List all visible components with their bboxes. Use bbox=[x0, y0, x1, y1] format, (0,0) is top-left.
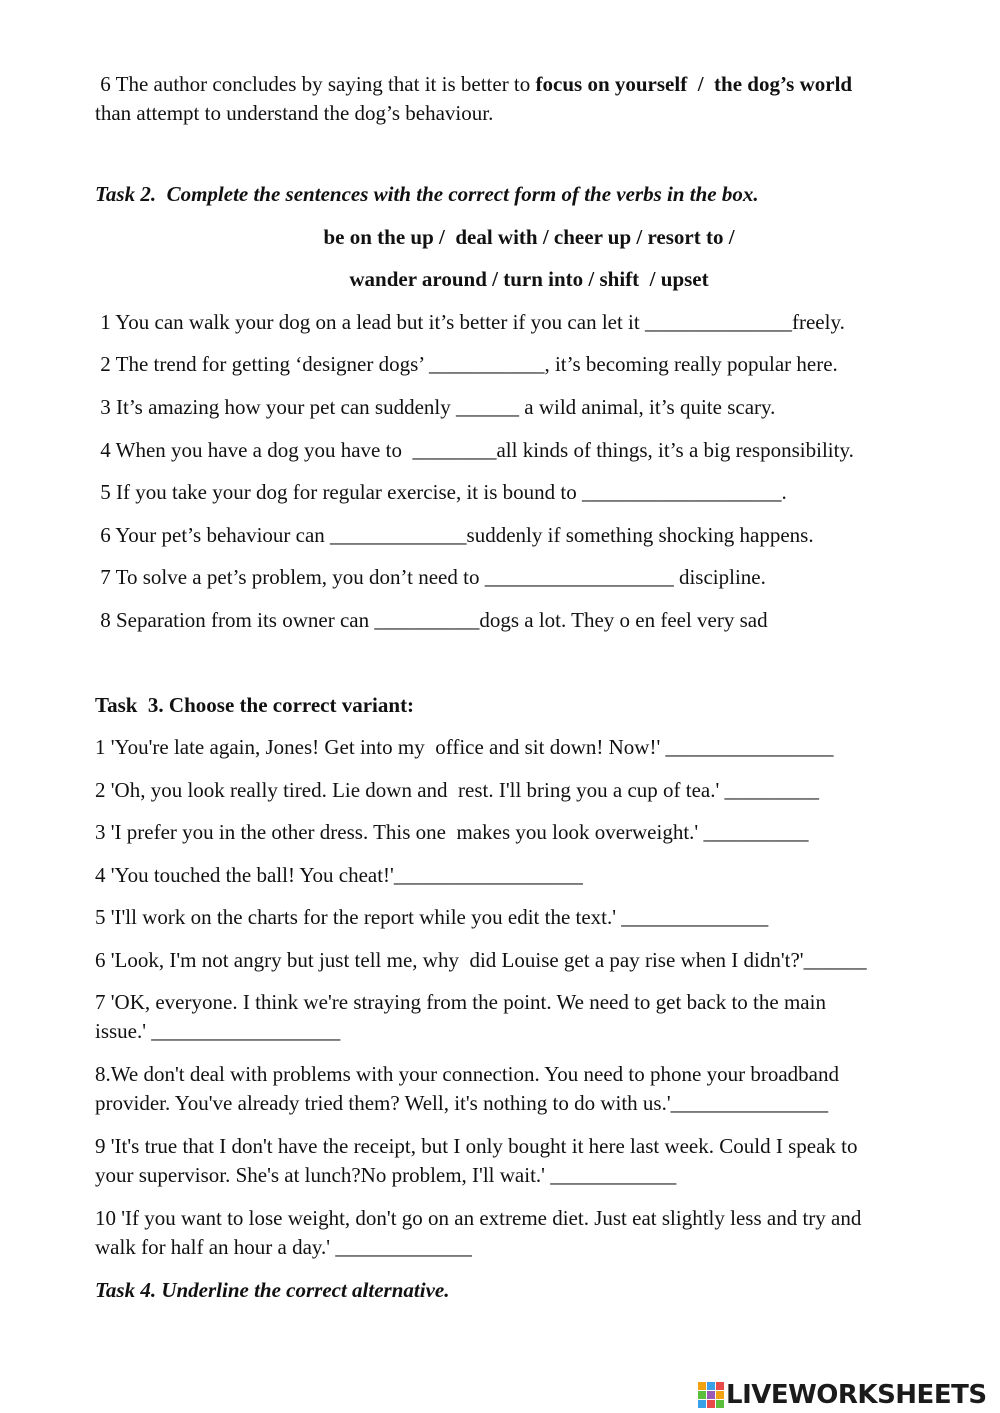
task2-item-3: 3 It’s amazing how your pet can suddenly ______ a wild animal, it’s quite scary. bbox=[95, 395, 776, 419]
liveworksheets-logo-icon bbox=[698, 1382, 724, 1408]
task3-item-9-line2: your supervisor. She's at lunch?No problem, I'll wait.' ____________ bbox=[95, 1163, 677, 1187]
task2-item-1: 1 You can walk your dog on a lead but it’s better if you can let it ______________freely. bbox=[95, 310, 845, 334]
task2-title: Task 2. Complete the sentences with the correct form of the verbs in the box. bbox=[95, 182, 759, 206]
task3-item-8-line1: 8.We don't deal with problems with your connection. You need to phone your broadband bbox=[95, 1062, 839, 1086]
task2-item-8: 8 Separation from its owner can __________dogs a lot. They o en feel very sad bbox=[95, 608, 768, 632]
intro-q6-text: 6 The author concludes by saying that it is better to bbox=[95, 72, 536, 96]
intro-q6-line1 bbox=[95, 70, 852, 99]
task3-item-10-line2: walk for half an hour a day.' _____________ bbox=[95, 1235, 472, 1259]
task3-item-7-line2: issue.' __________________ bbox=[95, 1019, 341, 1043]
task3-item-6: 6 'Look, I'm not angry but just tell me, why did Louise get a pay rise when I didn't?'______ bbox=[95, 948, 867, 972]
task2-item-5: 5 If you take your dog for regular exercise, it is bound to ___________________. bbox=[95, 480, 787, 504]
task3-item-4: 4 'You touched the ball! You cheat!'__________________ bbox=[95, 863, 583, 887]
task3-item-10-line1: 10 'If you want to lose weight, don't go on an extreme diet. Just eat slightly less and try and bbox=[95, 1206, 862, 1230]
task2-word-box-line2: wander around / turn into / shift / upset bbox=[349, 267, 709, 291]
task3-item-9-line1: 9 'It's true that I don't have the receipt, but I only bought it here last week. Could I speak to bbox=[95, 1134, 858, 1158]
task2-item-6: 6 Your pet’s behaviour can _____________suddenly if something shocking happens. bbox=[95, 523, 814, 547]
task3-item-5: 5 'I'll work on the charts for the report while you edit the text.' ______________ bbox=[95, 905, 769, 929]
task3-item-2: 2 'Oh, you look really tired. Lie down and rest. I'll bring you a cup of tea.' _________ bbox=[95, 778, 820, 802]
task2-word-box-line1: be on the up / deal with / cheer up / resort to / bbox=[323, 225, 735, 249]
intro-q6-choice: focus on yourself / the dog’s world bbox=[535, 72, 853, 96]
task2-item-7: 7 To solve a pet’s problem, you don’t need to __________________ discipline. bbox=[95, 565, 766, 589]
task2-item-4: 4 When you have a dog you have to ________all kinds of things, it’s a big responsibility. bbox=[95, 438, 854, 462]
task4-title: Task 4. Underline the correct alternative. bbox=[95, 1278, 450, 1302]
intro-q6-line2: than attempt to understand the dog’s behaviour. bbox=[95, 101, 494, 125]
task3-item-7-line1: 7 'OK, everyone. I think we're straying from the point. We need to get back to the main bbox=[95, 990, 826, 1014]
task3-item-8-line2: provider. You've already tried them? Well, it's nothing to do with us.'_______________ bbox=[95, 1091, 829, 1115]
task3-title: Task 3. Choose the correct variant: bbox=[95, 693, 415, 717]
task3-item-1: 1 'You're late again, Jones! Get into my office and sit down! Now!' ________________ bbox=[95, 735, 834, 759]
logo-text: LIVEWORKSHEETS bbox=[726, 1380, 987, 1410]
task3-item-3: 3 'I prefer you in the other dress. This one makes you look overweight.' __________ bbox=[95, 820, 809, 844]
task2-item-2: 2 The trend for getting ‘designer dogs’ ___________, it’s becoming really popular here. bbox=[95, 352, 838, 376]
liveworksheets-logo[interactable] bbox=[698, 1378, 987, 1412]
